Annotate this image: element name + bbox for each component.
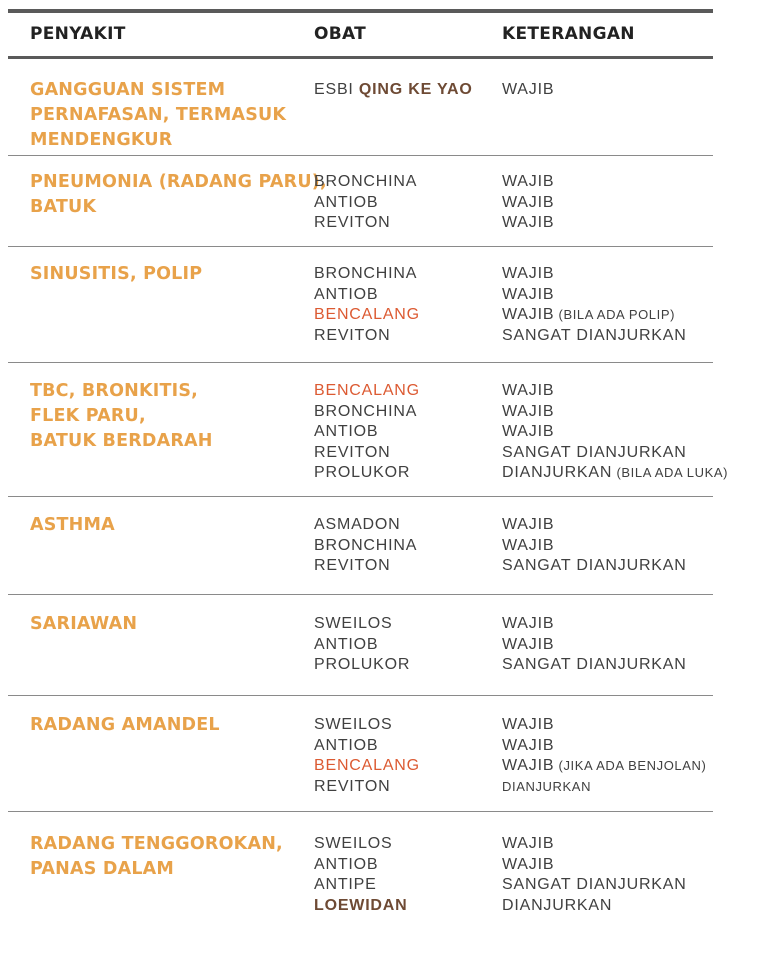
medicine-line (314, 635, 410, 656)
disease-line: BATUK (30, 197, 97, 217)
column-header-medicine: OBAT (314, 24, 367, 44)
medicine-line (314, 443, 420, 464)
medicine-line (314, 855, 408, 876)
note-cell (502, 264, 687, 346)
note-line (502, 443, 728, 464)
disease-line: PERNAFASAN, TERMASUK (30, 105, 287, 125)
medicine-name: BENCALANG (314, 306, 420, 324)
medicine-name: ANTIOB (314, 736, 379, 754)
note-main: WAJIB (502, 402, 555, 420)
medicine-cell (314, 834, 408, 916)
medicine-name: BENCALANG (314, 757, 420, 775)
medicine-line (314, 655, 410, 676)
note-line (502, 193, 554, 214)
note-line (502, 264, 687, 285)
note-cell (502, 515, 687, 577)
disease-cell (30, 513, 310, 538)
row-separator (8, 496, 713, 497)
note-main: WAJIB (502, 285, 555, 303)
medicine-line (314, 402, 420, 423)
note-line (502, 285, 687, 306)
disease-cell (30, 170, 327, 220)
row-separator (8, 594, 713, 595)
medicine-cell (314, 381, 420, 484)
note-line (502, 655, 687, 676)
note-main: SANGAT DIANJURKAN (502, 656, 687, 674)
note-line (502, 422, 728, 443)
note-main: WAJIB (502, 736, 555, 754)
note-main: WAJIB (502, 214, 555, 232)
note-main: WAJIB (502, 835, 555, 852)
medicine-name: ANTIOB (314, 635, 379, 653)
note-main: WAJIB (502, 81, 555, 98)
note-line (502, 556, 687, 577)
note-line (502, 381, 728, 402)
medicine-name: REVITON (314, 557, 391, 575)
medicine-cell (314, 264, 420, 346)
note-cell (502, 80, 554, 101)
row-separator (8, 246, 713, 247)
disease-cell (30, 713, 310, 738)
note-main: SANGAT DIANJURKAN (502, 557, 687, 575)
note-main: DIANJURKAN (502, 464, 613, 482)
note-main: WAJIB (502, 193, 555, 211)
medicine-name: REVITON (314, 443, 391, 461)
medicine-name: BRONCHINA (314, 173, 418, 190)
disease-cell (30, 612, 310, 637)
medicine-name: REVITON (314, 777, 391, 795)
medicine-cell (314, 80, 473, 101)
column-header-note: KETERANGAN (502, 24, 635, 44)
note-line (502, 172, 554, 193)
column-header-disease: PENYAKIT (30, 24, 126, 44)
note-main: WAJIB (502, 265, 555, 282)
note-main: WAJIB (502, 536, 555, 554)
medicine-line (314, 213, 417, 234)
note-extra: (BILA ADA POLIP) (554, 307, 676, 323)
note-cell (502, 381, 728, 484)
note-main: DIANJURKAN (502, 896, 613, 914)
note-main: WAJIB (502, 306, 555, 324)
medicine-line (314, 736, 420, 757)
disease-line: BATUK BERDARAH (30, 431, 213, 451)
note-cell (502, 715, 706, 797)
note-line (502, 305, 687, 326)
note-main: WAJIB (502, 757, 555, 775)
note-line (502, 614, 687, 635)
medicine-cell (314, 715, 420, 797)
disease-line: ASTHMA (30, 515, 115, 535)
note-line (502, 777, 706, 798)
row-separator (8, 155, 713, 156)
medicine-cell (314, 614, 410, 676)
note-line (502, 834, 687, 855)
note-line (502, 536, 687, 557)
disease-line: FLEK PARU, (30, 406, 146, 426)
note-line (502, 326, 687, 347)
medicine-line (314, 515, 417, 536)
medicine-line (314, 193, 417, 214)
medicine-name: BRONCHINA (314, 536, 418, 554)
note-extra: DIANJURKAN (502, 778, 592, 794)
medicine-name: SWEILOS (314, 835, 393, 852)
disease-line: MENDENGKUR (30, 130, 173, 150)
disease-cell (30, 379, 310, 454)
note-cell (502, 614, 687, 676)
disease-line: TBC, BRONKITIS, (30, 381, 198, 401)
medicine-name: SWEILOS (314, 615, 393, 632)
note-main: WAJIB (502, 716, 555, 733)
header-rule (8, 56, 713, 59)
note-main: WAJIB (502, 615, 555, 632)
medicine-name: ANTIOB (314, 285, 379, 303)
medicine-line (314, 172, 417, 193)
note-line (502, 463, 728, 484)
note-line (502, 515, 687, 536)
medicine-line (314, 305, 420, 326)
disease-line: SARIAWAN (30, 614, 138, 634)
medicine-line (314, 777, 420, 798)
note-main: WAJIB (502, 173, 555, 190)
medicine-name: BENCALANG (314, 382, 420, 399)
medicine-name: REVITON (314, 326, 391, 344)
note-cell (502, 172, 554, 234)
medicine-cell (314, 172, 417, 234)
medicine-prefix: ESBI (314, 81, 359, 98)
medicine-name: ASMADON (314, 516, 401, 533)
note-line (502, 213, 554, 234)
medicine-name: BRONCHINA (314, 402, 418, 420)
disease-cell (30, 832, 310, 882)
medicine-line (314, 614, 410, 635)
medicine-name: PROLUKOR (314, 656, 411, 674)
note-main: WAJIB (502, 516, 555, 533)
medicine-name: ANTIOB (314, 423, 379, 441)
note-cell (502, 834, 687, 916)
note-main: WAJIB (502, 382, 555, 399)
note-line (502, 875, 687, 896)
note-line (502, 736, 706, 757)
medicine-name: SWEILOS (314, 716, 393, 733)
disease-line: PNEUMONIA (RADANG PARU), (30, 172, 327, 192)
medicine-line (314, 834, 408, 855)
medicine-name: ANTIOB (314, 855, 379, 873)
note-main: WAJIB (502, 855, 555, 873)
medicine-line (314, 463, 420, 484)
note-line (502, 756, 706, 777)
row-separator (8, 362, 713, 363)
medicine-name: BRONCHINA (314, 265, 418, 282)
note-extra: (JIKA ADA BENJOLAN) (554, 758, 707, 774)
medicine-line (314, 875, 408, 896)
note-line (502, 635, 687, 656)
medicine-name: LOEWIDAN (314, 896, 408, 914)
disease-line: SINUSITIS, POLIP (30, 264, 203, 284)
disease-line: GANGGUAN SISTEM (30, 80, 226, 100)
note-line (502, 80, 554, 101)
note-line (502, 896, 687, 917)
medicine-name: ANTIOB (314, 193, 379, 211)
medicine-line (314, 326, 420, 347)
disease-line: RADANG TENGGOROKAN, (30, 834, 283, 854)
note-line (502, 715, 706, 736)
medicine-name: REVITON (314, 214, 391, 232)
medicine-cell (314, 515, 417, 577)
medicine-line (314, 896, 408, 917)
note-main: SANGAT DIANJURKAN (502, 876, 687, 894)
note-main: SANGAT DIANJURKAN (502, 443, 687, 461)
table-top-rule (8, 9, 713, 13)
row-separator (8, 695, 713, 696)
medicine-name: ANTIPE (314, 876, 377, 894)
medicine-line (314, 80, 473, 101)
row-separator (8, 811, 713, 812)
medicine-line (314, 536, 417, 557)
medicine-name: QING KE YAO (358, 81, 473, 98)
medicine-name: PROLUKOR (314, 464, 411, 482)
medicine-line (314, 285, 420, 306)
note-main: WAJIB (502, 635, 555, 653)
disease-cell (30, 262, 310, 287)
medicine-line (314, 264, 420, 285)
note-main: SANGAT DIANJURKAN (502, 326, 687, 344)
medicine-line (314, 556, 417, 577)
medicine-line (314, 756, 420, 777)
disease-line: PANAS DALAM (30, 859, 175, 879)
note-extra: (BILA ADA LUKA) (612, 465, 729, 481)
medicine-line (314, 381, 420, 402)
disease-line: RADANG AMANDEL (30, 715, 220, 735)
medicine-line (314, 715, 420, 736)
note-line (502, 402, 728, 423)
note-main: WAJIB (502, 423, 555, 441)
note-line (502, 855, 687, 876)
disease-cell (30, 78, 310, 153)
medicine-line (314, 422, 420, 443)
